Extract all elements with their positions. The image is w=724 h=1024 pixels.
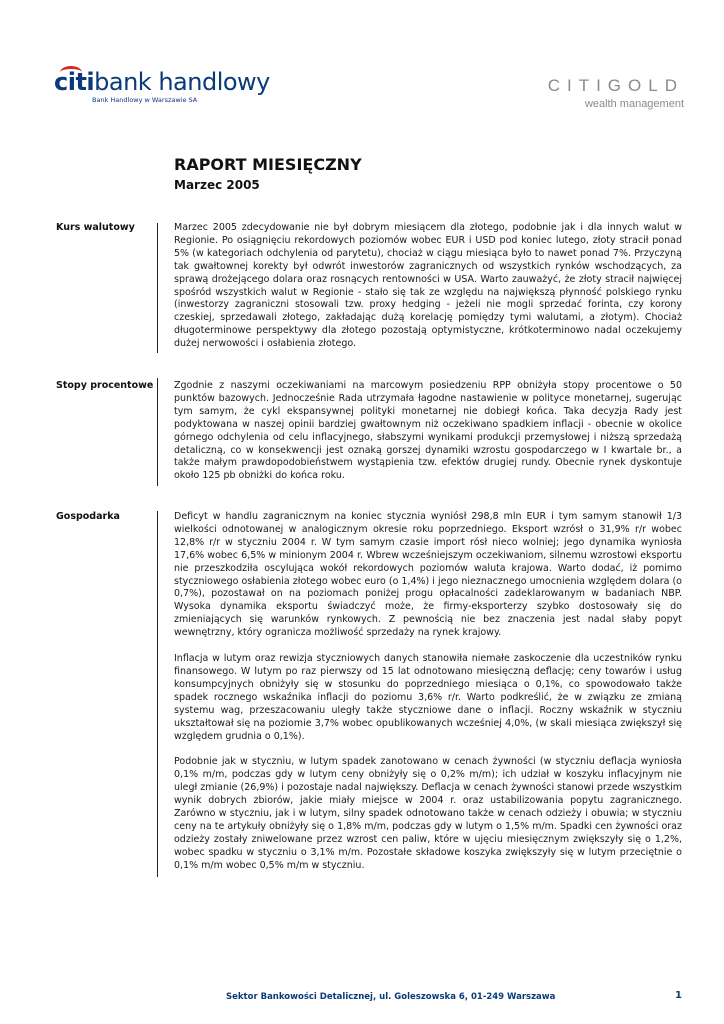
paragraph: Inflacja w lutym oraz rewizja styczniowych danych stanowiła niemałe zaskoczenie dla uczestników rynku finansowego. W lutym po raz pierwszy od 15 lat odnotowano miesięczną deflację; ceny towarów i usług konsumpcyjnych obniżyły się w stosunku do poprzedniego miesiąca o 0,1%, co spowodowało także spadek rocznego wskaźnika inflacji do poziomu 3,6% r/r. Warto podkreślić, że w związku ze zmianą systemu wag, przeszacowaniu uległy także styczniowe dane o inflacji. Roczny wskaźnik w styczniu ukształtował się na poziomie 3,7% wobec opublikowanych wcześniej 4,0%, (w skali miesiąca zwiększył się względem grudnia o 0,1%). bbox=[174, 653, 682, 742]
section-divider-line bbox=[157, 378, 158, 486]
citibank-handlowy-logo bbox=[54, 68, 270, 104]
section-body-gospodarka bbox=[174, 511, 682, 886]
citi-arc-icon bbox=[60, 66, 82, 79]
bank-handlowy-wordmark: bank handlowy bbox=[94, 68, 270, 96]
section-body-kurs-walutowy bbox=[174, 222, 682, 364]
page-number: 1 bbox=[675, 990, 682, 1001]
paragraph: Marzec 2005 zdecydowanie nie był dobrym miesiącem dla złotego, podobnie jak i dla innych walut w Regionie. Po osiągnięciu rekordowych poziomów wobec EUR i USD pod koniec lutego, złoty stracił ponad 5% (w kategoriach odchylenia od parytetu), chociaż w ciągu miesiąca było to nawet ponad 7%. Przyczyną tak gwałtownej korekty był odwrót inwestorów zagranicznych od wszystkich rynków wschodzących, za sprawą drożejącego dolara oraz rosnących rentowności w USA. Warto zauważyć, że złoty stracił najwięcej spośród wszystkich walut w Regionie - stało się tak ze względu na największą płynność polskiego rynku (inwestorzy zagraniczni stosowali tzw. proxy hedging - jeżeli nie mogli sprzedać forinta, czy korony czeskiej, sprzedawali złotego, zakładając dużą korelację pomiędzy tymi walutami, a złotym). Chociaż długoterminowe perspektywy dla złotego pozostają optymistyczne, krótkoterminowo nadal oczekujemy dużej nerwowości i osłabienia złotego. bbox=[174, 222, 682, 350]
citi-wordmark: citi bbox=[54, 68, 95, 96]
report-subtitle: Marzec 2005 bbox=[174, 178, 260, 192]
section-label-gospodarka: Gospodarka bbox=[56, 511, 120, 522]
wealth-management-label: wealth management bbox=[584, 98, 684, 110]
paragraph: Podobnie jak w styczniu, w lutym spadek zanotowano w cenach żywności (w styczniu deflacja wyniosła 0,1% m/m, podczas gdy w lutym ceny obniżyły się o 0,2% m/m); ich udział w koszyku inflacyjnym nie uległ zmianie (26,9%) i pozostaje nadal największy. Deflacja w cenach żywności stanowi przede wszystkim wynik dobrych zbiorów, jakie miały miejsce w 2004 r. oraz ustabilizowania popytu zagranicznego. Zarówno w styczniu, jak i w lutym, silny spadek odnotowano także w cenach odzieży i obuwia; w styczniu ceny na te artykuły obniżyły się o 1,8% m/m, podczas gdy w lutym o 1,5% m/m. Spadki cen żywności oraz odzieży zostały zniwelowane przez wzrost cen paliw, które w ujęciu miesięcznym zwiększyły się o 1,2%, wobec spadku w styczniu o 3,1% m/m. Pozostałe składowe koszyka zwiększyły się w lutym przeciętnie o 0,1% m/m wobec 0,5% m/m w styczniu. bbox=[174, 756, 682, 871]
citigold-logo bbox=[548, 76, 684, 110]
section-label-stopy-procentowe: Stopy procentowe bbox=[56, 380, 154, 391]
section-label-kurs-walutowy: Kurs walutowy bbox=[56, 222, 135, 233]
footer-address: Sektor Bankowości Detalicznej, ul. Goleszowska 6, 01-249 Warszawa bbox=[226, 992, 556, 1002]
paragraph: Deficyt w handlu zagranicznym na koniec stycznia wyniósł 298,8 mln EUR i tym samym stanowił 1/3 wielkości odnotowanej w analogicznym okresie roku poprzedniego. Eksport wzrósł o 31,9% r/r wobec 12,8% r/r w styczniu 2004 r. W tym samym czasie import rósł nieco wolniej; jego dynamika wyniosła 17,6% wobec 6,5% w minionym 2004 r. Wbrew wcześniejszym oczekiwaniom, silnemu wzrostowi eksportu nie przeszkodziła oscylująca wokół rekordowych poziomów waluta krajowa. Warto dodać, iż pomimo styczniowego osłabienia złotego wobec euro (o 1,4%) i jego nieznacznego umocnienia względem dolara (o 0,7%), pozostawał on na poziomach poniżej progu opłacalności zadeklarowanym w badaniach NBP. Wysoka dynamika eksportu świadczyć może, że firmy-eksporterzy szybko dostosowały się do zmieniających się warunków rynkowych. Z pewnością nie bez znaczenia jest nadal słaby popyt wewnętrzny, który ogranicza możliwość sprzedaży na rynek krajowy. bbox=[174, 511, 682, 639]
logo-subtitle: Bank Handlowy w Warszawie SA bbox=[92, 96, 198, 104]
citigold-wordmark: CITIGOLD bbox=[547, 76, 684, 95]
paragraph: Zgodnie z naszymi oczekiwaniami na marcowym posiedzeniu RPP obniżyła stopy procentowe o 50 punktów bazowych. Jednocześnie Rada utrzymała łagodne nastawienie w polityce monetarnej, sugerując tym samym, że cykl ekspansywnej polityki monetarnej nie dobiegł końca. Taka decyzja Rady jest podyktowana w naszej opinii bardziej gwałtownym niż oczekiwano spadkiem inflacji - obecnie w okolice górnego odchylenia od celu inflacyjnego, słabszymi wynikami produkcji przemysłowej i niższą sprzedażą detaliczną, co w konsekwencji jest oznaką gorszej dynamiki wzrostu gospodarczego w I kwartale br., a także małym prawdopodobieństwem wystąpienia tzw. efektów drugiej rundy. Obecnie rynek dyskontuje około 125 pb obniżki do końca roku. bbox=[174, 380, 682, 482]
section-divider-line bbox=[157, 223, 158, 353]
section-body-stopy-procentowe bbox=[174, 380, 682, 496]
report-title: RAPORT MIESIĘCZNY bbox=[174, 155, 362, 174]
section-divider-line bbox=[157, 511, 158, 877]
